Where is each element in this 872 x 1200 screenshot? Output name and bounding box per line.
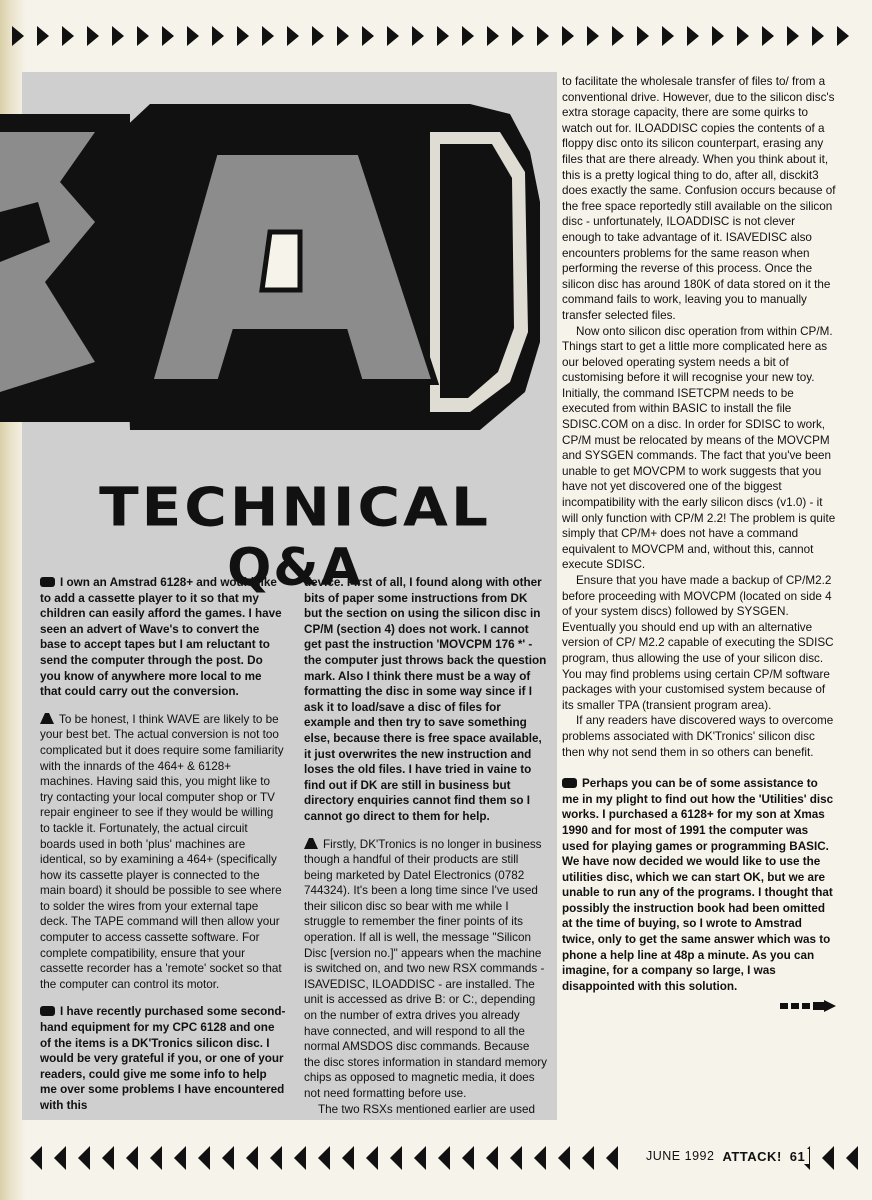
triangle-left-icon (30, 1146, 42, 1170)
triangle-right-icon (762, 26, 774, 46)
triangle-left-icon (150, 1146, 162, 1170)
triangle-left-icon (486, 1146, 498, 1170)
triangle-right-icon (337, 26, 349, 46)
triangle-right-icon (412, 26, 424, 46)
q-marker-icon (40, 577, 55, 587)
triangle-right-icon (787, 26, 799, 46)
page-number: 61 (786, 1149, 809, 1164)
continue-arrow-icon (780, 1000, 836, 1012)
triangle-right-icon (287, 26, 299, 46)
triangle-left-icon (414, 1146, 426, 1170)
triangle-right-icon (837, 26, 849, 46)
triangle-right-icon (187, 26, 199, 46)
issue-date: JUNE 1992 (642, 1149, 718, 1163)
triangle-left-icon (582, 1146, 594, 1170)
top-arrow-border (0, 18, 872, 54)
triangle-right-icon (637, 26, 649, 46)
answer-2-paragraph-2: The two RSXs mentioned earlier are used (318, 1102, 535, 1116)
triangle-right-icon (387, 26, 399, 46)
triangle-left-icon (78, 1146, 90, 1170)
triangle-left-icon (102, 1146, 114, 1170)
page-footer (642, 1146, 809, 1166)
triangle-right-icon (112, 26, 124, 46)
question-1: I own an Amstrad 6128+ and would like to add a cassette player to it so that my children can easily afford the games. I have seen an advert of Wave's to convert the base to accept tapes but I am reluctant to send the computer through the post. Do you know of anywhere more local to me that could carry out the conversion. (40, 576, 282, 699)
triangle-left-icon (246, 1146, 258, 1170)
triangle-left-icon (294, 1146, 306, 1170)
triangle-right-icon (587, 26, 599, 46)
triangle-left-icon (438, 1146, 450, 1170)
q-marker-icon (562, 778, 577, 788)
magazine-name: ATTACK! (718, 1149, 785, 1164)
triangle-left-icon (54, 1146, 66, 1170)
triangle-right-icon (312, 26, 324, 46)
answer-2-continued: to facilitate the wholesale transfer of files to/ from a conventional drive. However, due to the silicon disc's extra storage capacity, there are some quirks to watch out for. ILOADDISC copies the contents of a floppy disc onto its silicon counterpart, erasing any files that are there already. When you think about it, this is a pretty logical thing to do, after all, disckit3 does exactly the same. Confusion occurs because of the free space reportedly still available on the silicon disc - unfortunately, ILOADDISC is not clever enough to take advantage of it. ISAVEDISC also encounters problems for the same reason when performing the reverse of this process. Once the silicon disc has around 180K of data stored on it the command fails to work, leaving you to manually transfer selected files. (562, 75, 836, 322)
q-marker-icon (40, 1006, 55, 1016)
question-3: Perhaps you can be of some assistance to me in my plight to find out how the 'Utilities' disc works. I purchased a 6128+ for my son at Xmas 1990 and for most of 1991 the computer was used for playing games or programming BASIC. We have now decided we would like to use the utilities disc, which we can start OK, but we are unable to run any of the programs. I thought that possibly the instruction book had been omitted at the time of buying, so I wrote to Amstrad twice, only to get the same answer which was to phone a help line at 48p a minute. As you can imagine, for a company so large, I was disappointed with this solution. (562, 777, 834, 993)
triangle-right-icon (437, 26, 449, 46)
answer-2-paragraph-cpm: Now onto silicon disc operation from within CP/M. Things start to get a little more complicated here as our beloved operating system needs a bit of customising before it will recognise your new toy. Initially, the command ISETCPM needs to be executed from within BASIC to install the file SDISC.COM on a disc. In order for SDISC to work, CP/M must be relocated by means of the MOVCPM and SYSGEN commands. The fact that you've been unable to get MOVCPM to work suggests that you have not yet discovered one of the biggest incompatibility with the early silicon discs (v1.0) - it will only function with CP/M 2.2! The problem is quite simply that CP/M+ does not have a command equivalent to MOVCPM and, without this, cannot execute SDISC. (562, 324, 836, 572)
triangle-left-icon (366, 1146, 378, 1170)
triangle-left-icon (462, 1146, 474, 1170)
triangle-left-icon (534, 1146, 546, 1170)
qa-logo-art (0, 92, 556, 442)
column-1 (40, 575, 286, 1114)
column-3 (562, 74, 836, 1012)
triangle-left-icon (198, 1146, 210, 1170)
triangle-right-icon (212, 26, 224, 46)
triangle-right-icon (612, 26, 624, 46)
triangle-left-icon (606, 1146, 618, 1170)
triangle-right-icon (687, 26, 699, 46)
triangle-right-icon (62, 26, 74, 46)
triangle-right-icon (737, 26, 749, 46)
triangle-right-icon (237, 26, 249, 46)
triangle-left-icon (558, 1146, 570, 1170)
triangle-right-icon (162, 26, 174, 46)
question-2: I have recently purchased some second-hand equipment for my CPC 6128 and one of the items is a DK'Tronics silicon disc. I would be very grateful if you, or one of your readers, could give me some info to help me over some problems I have encountered with this (40, 1005, 286, 1112)
triangle-left-icon (318, 1146, 330, 1170)
triangle-right-icon (812, 26, 824, 46)
a-marker-icon (40, 713, 54, 724)
answer-2: Firstly, DK'Tronics is no longer in business though a handful of their products are still being marketed by Datel Electronics (0782 744324). It's been a long time since I've used their silicon disc so bear with me while I struggle to remember the finer points of its operation. If all is well, the message "Silicon Disc [version no.]" appears when the machine is switched on, and two new RSX commands - ISAVEDISC, ILOADDISC - are installed. The unit is accessed as drive B: or C:, depending on the number of extra drives you already have connected, and will respond to all the normal AMSDOS disc commands. Because the disc stores information in standard memory chips as opposed to magnetic media, it does not need formatting before use. (304, 837, 547, 1100)
triangle-right-icon (487, 26, 499, 46)
triangle-left-icon (846, 1146, 858, 1170)
triangle-right-icon (712, 26, 724, 46)
heading-line-qa: Q&A (227, 538, 363, 598)
answer-1: To be honest, I think WAVE are likely to be your best bet. The actual conversion is not too complicated but it does require some familiarity with the innards of the 464+ & 6128+ machines. Having said this, you might like to try contacting your local computer shop or TV repair engineer to see if they would be willing to tackle it. Fortunately, the actual circuit boards used in both 'plus' machines are identical, so by examining a 464+ (specifically how its cassette player is connected to the main board) it should be possible to see where to solder the wires from your external tape deck. The TAPE command will then allow your computer to access cassette software. For complete compatibility, ensure that your cassette recorder has a 'remote' socket so that the computer can control its motor. (40, 712, 284, 991)
triangle-left-icon (342, 1146, 354, 1170)
answer-2-paragraph-backup: Ensure that you have made a backup of CP/M2.2 before proceeding with MOVCPM (located on side 4 of your system discs) followed by SYSGEN. Eventually you should end up with an alternative version of CP/ M2.2 capable of executing the SDISC program, thus allowing the use of your silicon disc. You may find problems using certain CP/M software packages with your customised system because of its smaller TPA (transient program area). (562, 574, 834, 712)
triangle-right-icon (362, 26, 374, 46)
triangle-left-icon (270, 1146, 282, 1170)
triangle-right-icon (37, 26, 49, 46)
column-2 (304, 575, 548, 1117)
a-marker-icon (304, 838, 318, 849)
triangle-left-icon (174, 1146, 186, 1170)
answer-2-paragraph-readers: If any readers have discovered ways to overcome problems associated with DK'Tronics' silicon disc then why not send them in so others can benefit. (562, 714, 834, 759)
triangle-right-icon (87, 26, 99, 46)
triangle-left-icon (222, 1146, 234, 1170)
question-2-continued: device. First of all, I found along with other bits of paper some instructions from DK but the section on using the silicon disc in CP/M (section 4) does not work. I cannot get past the instruction 'MOVCPM 176 *' - the computer just throws back the question mark. Also I think there must be a way of formatting the disc in some way since if I ask it to load/save a disc of files for example and then try to save something else, because there is free space available, it just overwrites the new instruction and loses the old files. I have tried in vaine to find out if DK are still in business but directory enquiries cannot find them so I cannot go direct to them for help. (304, 576, 547, 823)
triangle-right-icon (462, 26, 474, 46)
triangle-left-icon (822, 1146, 834, 1170)
triangle-left-icon (126, 1146, 138, 1170)
triangle-right-icon (662, 26, 674, 46)
triangle-right-icon (0, 18, 872, 54)
triangle-right-icon (512, 26, 524, 46)
triangle-right-icon (562, 26, 574, 46)
heading-line-technical: TECHNICAL (99, 475, 491, 539)
triangle-right-icon (137, 26, 149, 46)
triangle-left-icon (510, 1146, 522, 1170)
triangle-right-icon (537, 26, 549, 46)
triangle-left-icon (390, 1146, 402, 1170)
triangle-right-icon (12, 26, 24, 46)
triangle-right-icon (262, 26, 274, 46)
